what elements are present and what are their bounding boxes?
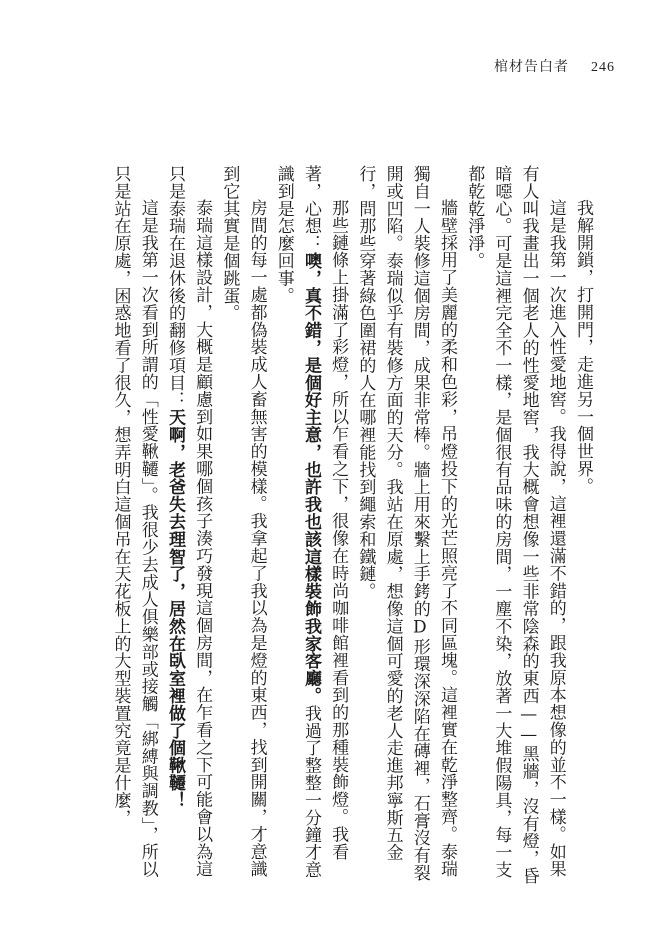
paragraph-4-tail: 我過了整整一分鐘才意識到是怎麼回事。 [273, 165, 321, 879]
paragraph-1: 我解開鎖，打開門，走進另一個世界。 [573, 199, 593, 495]
page-header [494, 56, 615, 76]
paragraph-2: 這是我第一次進入性愛地窖。我得說，這裡還滿不錯的，跟我原本想像的並不一樣。如果有人叫我畫出一個老人的性愛地窖，我大概會想像一些非常陰森的東西——黑牆，沒有燈，昏暗噁心。可是這裡完全不一樣，是個很有品味的房間，一塵不染，放著一大堆假陽具，每一支都乾乾淨淨。 [464, 165, 566, 885]
paragraph-4 [270, 165, 352, 887]
page-number: 246 [591, 60, 615, 75]
paragraph-5: 房間的每一處都偽裝成人畜無害的模樣。我拿起了我以為是燈的東西，找到開關，才意識到它其實是個跳蛋。 [219, 165, 267, 878]
paragraph-4-lead: 那些鏈條上掛滿了彩燈，所以乍看之下，很像在時尚咖啡館裡看到的那種裝飾燈。我看著，心想： [300, 165, 349, 861]
body-text [106, 165, 596, 887]
paragraph-3: 牆壁採用了美麗的柔和色彩，吊燈投下的光芒照亮了不同區塊。這裡實在乾淨整齊。泰瑞獨自一人裝修這個房間，成果非常棒。牆上用來繫上手銬的D形環深深陷在磚裡，石膏沒有裂開或凹陷。泰瑞似乎有裝修方面的天分。我站在原處，想像這個可愛的老人走進邦寧斯五金行，問那些穿著綠色圍裙的人在哪裡能找到繩索和鐵鏈。 [355, 165, 457, 882]
paragraph-6-emphasis: 天啊，老爸失去理智了，居然在臥室裡做了個鞦韆！ [164, 408, 185, 809]
running-title: 棺材告白者 [494, 59, 569, 75]
paragraph-6-lead: 泰瑞這樣設計，大概是顧慮到如果哪個孩子湊巧發現這個房間，在乍看之下可能會以為這只是泰瑞在退休後的翻修項目： [164, 165, 213, 878]
paragraph-6 [161, 165, 215, 887]
paragraph-7: 這是我第一次看到所謂的「性愛鞦韆」。我很少去成人俱樂部或接觸「綁縛與調教」，所以只是站在原處，困惑地看了很久，想弄明白這個吊在天花板上的大型裝置究竟是什麼， [110, 165, 158, 878]
paragraph-4-emphasis: 噢，真不錯，是個好主意，也許我也該這樣裝飾我家客廳。 [300, 252, 321, 705]
